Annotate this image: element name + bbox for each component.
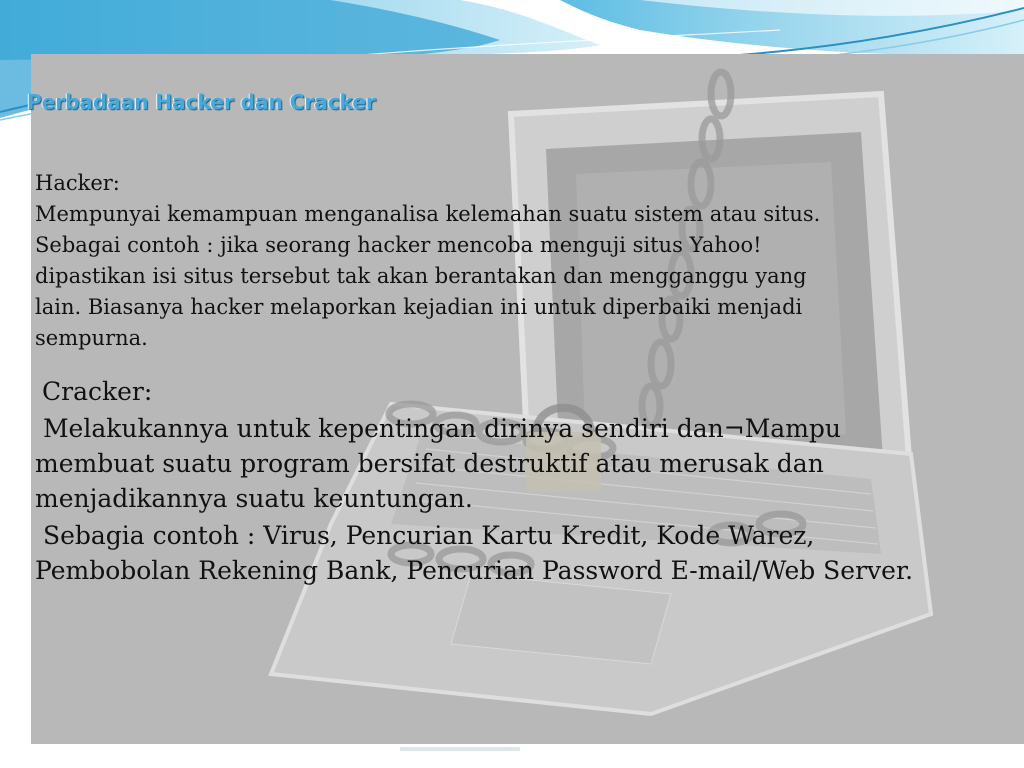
cracker-paragraph-2-text: Sebagia contoh : Virus, Pencurian Kartu Kredit, Kode Warez, Pembobolan Rekening Bank, Pencurian Password E-mail/Web Server.: [35, 521, 914, 585]
cracker-section: [35, 374, 965, 588]
slide-title: Perbadaan Hacker dan Cracker: [27, 90, 376, 114]
cracker-paragraph-1-text: Melakukannya untuk kepentingan dirinya sendiri dan¬Mampu membuat suatu program bersifat destruktif atau merusak dan menjadikannya suatu keuntungan.: [35, 414, 842, 513]
hacker-section: [35, 168, 965, 354]
cracker-heading: Cracker:: [42, 377, 153, 406]
cracker-paragraph-2: [35, 518, 965, 588]
bottom-decoration-bar: [400, 747, 520, 751]
hacker-heading: Hacker:: [35, 171, 120, 195]
hacker-line-2: Sebagai contoh : jika seorang hacker mencoba menguji situs Yahoo!: [35, 233, 762, 257]
slide-body: [35, 168, 965, 590]
hacker-line-5: sempurna.: [35, 326, 148, 350]
cracker-paragraph-1: [35, 411, 965, 516]
hacker-line-1: Mempunyai kemampuan menganalisa kelemahan suatu sistem atau situs.: [35, 202, 821, 226]
hacker-line-4: lain. Biasanya hacker melaporkan kejadian ini untuk diperbaiki menjadi: [35, 295, 803, 319]
hacker-line-3: dipastikan isi situs tersebut tak akan berantakan dan mengganggu yang: [35, 264, 807, 288]
